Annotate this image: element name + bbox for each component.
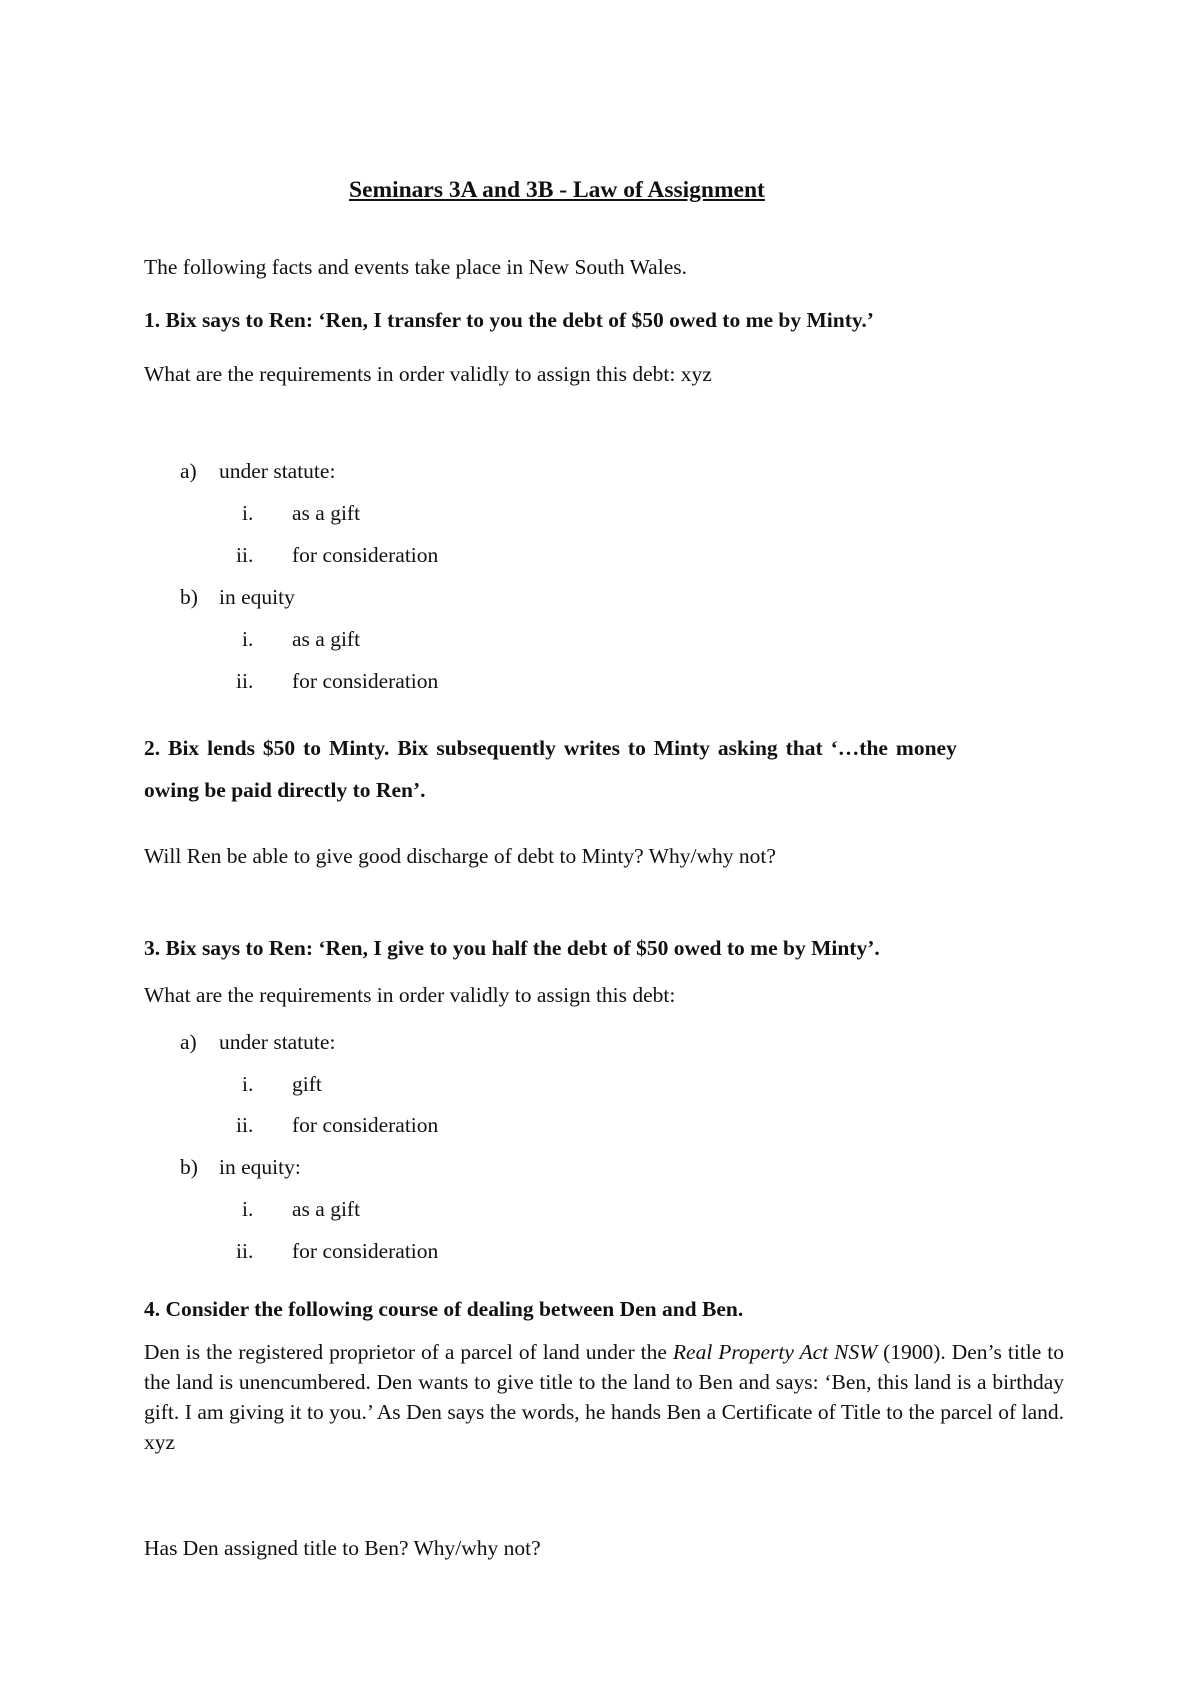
q3-b-i-marker: i. [242, 1197, 254, 1221]
q3-a-label: under statute: [219, 1030, 336, 1054]
q1-b-ii: for consideration [292, 669, 439, 693]
q1-a-ii-marker: ii. [236, 543, 254, 567]
q4-paragraph-after: (1900). Den’s title to the land is unencumbered. Den wants to give title to the land to Ben and says: ‘Ben, this land is a birthday gift. I am giving it to you.’ As Den says the words, he hands Ben a Certificate of Title to the parcel of land. xyz [144, 1340, 1065, 1454]
q3-a-marker: a) [180, 1030, 197, 1054]
q1-a-label: under statute: [219, 459, 336, 483]
q3-a-i-marker: i. [242, 1072, 254, 1096]
q1-a-marker: a) [180, 459, 197, 483]
q2-heading-line1: 2. Bix lends $50 to Minty. Bix subsequently writes to Minty asking that ‘…the money [144, 736, 957, 760]
q3-b-label: in equity: [219, 1155, 301, 1179]
q3-a-i: gift [292, 1072, 322, 1096]
q3-b-marker: b) [180, 1155, 198, 1179]
q1-question: What are the requirements in order validly to assign this debt: xyz [144, 362, 712, 386]
q2-question: Will Ren be able to give good discharge of debt to Minty? Why/why not? [144, 844, 776, 868]
q3-question: What are the requirements in order validly to assign this debt: [144, 983, 676, 1007]
q1-b-label: in equity [219, 585, 295, 609]
q1-b-i: as a gift [292, 627, 361, 651]
intro-text: The following facts and events take place in New South Wales. [144, 255, 687, 279]
q3-heading: 3. Bix says to Ren: ‘Ren, I give to you half the debt of $50 owed to me by Minty’. [144, 936, 880, 960]
q1-a-i-marker: i. [242, 501, 254, 525]
q4-paragraph [144, 1337, 1064, 1457]
q1-b-marker: b) [180, 585, 198, 609]
q1-b-ii-marker: ii. [236, 669, 254, 693]
q3-b-ii: for consideration [292, 1239, 439, 1263]
q1-heading: 1. Bix says to Ren: ‘Ren, I transfer to you the debt of $50 owed to me by Minty.’ [144, 308, 874, 332]
act-name: Real Property Act NSW [672, 1340, 878, 1364]
q4-paragraph-before: Den is the registered proprietor of a parcel of land under the [144, 1340, 673, 1364]
q3-b-ii-marker: ii. [236, 1239, 254, 1263]
q4-heading: 4. Consider the following course of dealing between Den and Ben. [144, 1297, 744, 1321]
q3-b-i: as a gift [292, 1197, 361, 1221]
q4-question: Has Den assigned title to Ben? Why/why not? [144, 1536, 541, 1560]
q3-a-ii-marker: ii. [236, 1113, 254, 1137]
q3-a-ii: for consideration [292, 1113, 439, 1137]
page-title: Seminars 3A and 3B - Law of Assignment [349, 177, 765, 203]
q1-a-i: as a gift [292, 501, 361, 525]
q1-a-ii: for consideration [292, 543, 439, 567]
q2-heading-line2: owing be paid directly to Ren’. [144, 778, 426, 802]
q1-b-i-marker: i. [242, 627, 254, 651]
